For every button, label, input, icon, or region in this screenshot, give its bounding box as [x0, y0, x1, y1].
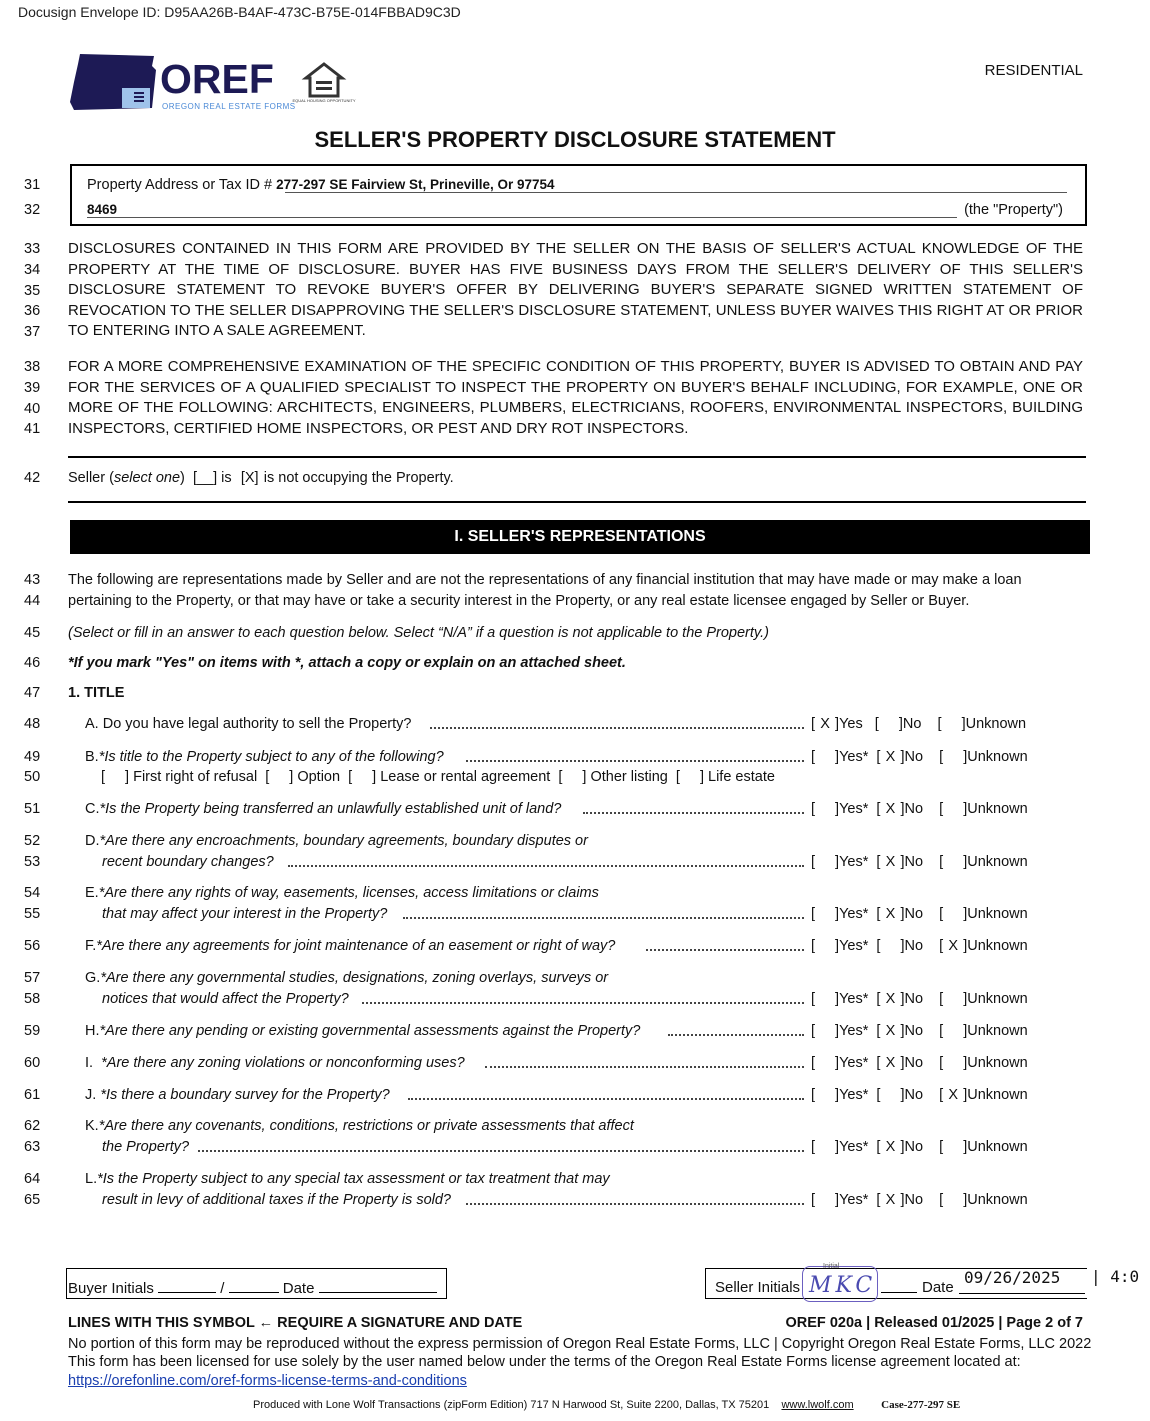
- line-number: 52: [24, 833, 41, 849]
- no-checkbox[interactable]: X: [885, 854, 896, 870]
- line-number: 37: [24, 324, 41, 340]
- unknown-label: Unknown: [967, 1087, 1028, 1103]
- answer-group: [ ]Yes* [ X ]No [ ]Unknown: [811, 854, 1028, 870]
- oref-logo: [70, 52, 360, 114]
- yes-label: Yes*: [839, 1087, 869, 1103]
- line-number: 58: [24, 991, 41, 1007]
- occupancy-is-label: is: [221, 470, 232, 486]
- line-number: 53: [24, 854, 41, 870]
- question-text: *Are there any covenants, conditions, restrictions or private assessments that affect: [98, 1118, 634, 1134]
- line-number: 60: [24, 1055, 41, 1071]
- license-link-text[interactable]: https://orefonline.com/oref-forms-license-terms-and-conditions: [68, 1373, 467, 1389]
- question-i: [85, 1055, 465, 1071]
- line-number: 57: [24, 970, 41, 986]
- leader-dots: [583, 812, 804, 814]
- question-text: *Is the Property being transferred an unlawfully established unit of land?: [99, 801, 562, 817]
- question-e-line2: that may affect your interest in the Property?: [102, 906, 388, 922]
- initials-separator: /: [220, 1280, 225, 1297]
- question-letter: J.: [85, 1087, 97, 1103]
- unknown-label: Unknown: [967, 1023, 1028, 1039]
- question-l: [85, 1171, 610, 1187]
- line-number: 43: [24, 572, 41, 588]
- logo-text: OREF: [160, 56, 274, 102]
- seller-initials-signature[interactable]: [802, 1263, 878, 1302]
- unknown-label: Unknown: [967, 1055, 1028, 1071]
- intro-line2: pertaining to the Property, or that may have or take a security interest in the Property, or any real estate licensee engaged by Seller or Buyer.: [68, 593, 970, 609]
- line-number: 50: [24, 769, 41, 785]
- question-letter: B.: [85, 749, 99, 765]
- unknown-label: Unknown: [967, 938, 1028, 954]
- answer-group: [ ]Yes* [ X ]No [ ]Unknown: [811, 1055, 1028, 1071]
- line-number: 62: [24, 1118, 41, 1134]
- form-type: RESIDENTIAL: [984, 62, 1083, 79]
- line-number: 45: [24, 625, 41, 641]
- yes-label: Yes*: [839, 749, 869, 765]
- seller-time-value: | 4:0: [1091, 1267, 1140, 1286]
- form-id: OREF 020a | Released 01/2025 | Page 2 of 7: [785, 1315, 1083, 1331]
- line-number: 39: [24, 380, 41, 396]
- yes-label: Yes*: [839, 1023, 869, 1039]
- license-link[interactable]: [68, 1373, 467, 1389]
- question-e: [85, 885, 599, 901]
- unknown-label: Unknown: [967, 801, 1028, 817]
- line-number: 49: [24, 749, 41, 765]
- answer-group: [ ]Yes* [ ]No [ X ]Unknown: [811, 938, 1028, 954]
- occupancy-is-not-checkbox[interactable]: [X]: [240, 470, 259, 486]
- property-line2-value[interactable]: 8469: [87, 202, 118, 217]
- question-letter: D.: [85, 833, 100, 849]
- line-number: 40: [24, 401, 41, 417]
- line-number: 33: [24, 241, 41, 257]
- buyer-initials-box: [66, 1268, 447, 1299]
- question-letter: A.: [85, 716, 99, 732]
- occupancy-select-one: select one: [113, 470, 181, 486]
- no-label: No: [904, 801, 924, 817]
- unknown-label: Unknown: [967, 906, 1028, 922]
- question-letter: L.: [85, 1171, 98, 1187]
- question-letter: C.: [85, 801, 100, 817]
- no-checkbox[interactable]: X: [885, 1139, 896, 1155]
- yes-label: Yes*: [839, 938, 869, 954]
- website-link[interactable]: www.lwolf.com: [781, 1399, 854, 1411]
- question-letter: E.: [85, 885, 99, 901]
- no-label: No: [904, 1023, 924, 1039]
- no-checkbox[interactable]: X: [885, 906, 896, 922]
- leader-dots: [485, 1066, 804, 1068]
- case-id: Case-277-297 SE: [881, 1399, 961, 1411]
- question-h: [85, 1023, 640, 1039]
- buyer-initials-field-2[interactable]: [229, 1279, 279, 1293]
- equal-housing-icon: [292, 62, 356, 108]
- unknown-label: Unknown: [965, 716, 1027, 732]
- question-f: [85, 938, 615, 954]
- line-number: 31: [24, 177, 41, 193]
- no-label: No: [904, 938, 924, 954]
- no-checkbox[interactable]: X: [885, 991, 896, 1007]
- question-text: *Are there any pending or existing governmental assessments against the Property?: [99, 1023, 641, 1039]
- seller-initials-value: MKC: [809, 1273, 877, 1298]
- envelope-id: Docusign Envelope ID: D95AA26B-B4AF-473C-B75E-014FBBAD9C3D: [18, 4, 461, 20]
- no-label: No: [904, 1139, 924, 1155]
- leader-dots: [466, 760, 804, 762]
- option-label: Life estate: [708, 769, 775, 785]
- occupancy-row: [68, 470, 454, 486]
- oregon-state-icon: [70, 52, 162, 112]
- answer-group: [ X ]Yes [ ]No [ ]Unknown: [811, 716, 1027, 732]
- question-b: [85, 749, 444, 765]
- answer-group: [ ]Yes* [ X ]No [ ]Unknown: [811, 801, 1028, 817]
- seller-initials-box: [705, 1263, 1087, 1299]
- section-title: I. SELLER'S REPRESENTATIONS: [70, 520, 1090, 554]
- occupancy-is-checkbox[interactable]: [__]: [192, 470, 218, 486]
- sub-options-b: [ ] First right of refusal [ ] Option [ ] Lease or rental agreement [ ] Other listing [ ] Life estate: [101, 769, 775, 785]
- seller-initials-underline: [881, 1292, 917, 1293]
- line-number: 55: [24, 906, 41, 922]
- answer-group: [ ]Yes* [ X ]No [ ]Unknown: [811, 906, 1028, 922]
- divider: [68, 501, 1086, 503]
- leader-dots: [430, 727, 804, 729]
- line-number: 48: [24, 716, 41, 732]
- question-text: *Is title to the Property subject to any of the following?: [98, 749, 444, 765]
- question-k-line2: the Property?: [102, 1139, 190, 1155]
- yes-checkbox[interactable]: X: [820, 716, 830, 732]
- property-address-row: [87, 177, 555, 193]
- property-address-value[interactable]: 277-297 SE Fairview St, Prineville, Or 97754: [276, 177, 555, 192]
- disclosure-paragraph: DISCLOSURES CONTAINED IN THIS FORM ARE PROVIDED BY THE SELLER ON THE BASIS OF SELLER'S ACTUAL KNOWLEDGE OF THE PROPERTY AT THE TIME OF DISCLOSURE. BUYER HAS FIVE BUSINESS DAYS FROM THE SELLER'S DELIVERY OF THIS SELLER'S DISCLOSURE STATEMENT TO REVOKE BUYER'S OFFER BY DELIVERING BUYER'S SEPARATE SIGNED WRITTEN STATEMENT OF REVOCATION TO THE SELLER DISAPPROVING THE SELLER'S DISCLOSURE STATEMENT, UNLESS BUYER WAIVES THIS RIGHT AT OR PRIOR TO ENTERING INTO A SALE AGREEMENT.: [68, 240, 1083, 339]
- no-label: No: [904, 749, 924, 765]
- question-letter: G.: [85, 970, 101, 986]
- line-number: 61: [24, 1087, 41, 1103]
- line-number: 65: [24, 1192, 41, 1208]
- question-text: *Are there any agreements for joint maintenance of an easement or right of way?: [96, 938, 616, 954]
- seller-initials-label: Seller Initials: [715, 1279, 801, 1296]
- line-number: 38: [24, 359, 41, 375]
- option-label: Lease or rental agreement: [380, 769, 551, 785]
- property-suffix: (the "Property"): [964, 202, 1063, 218]
- instructions: (Select or fill in an answer to each question below. Select “N/A” if a question is not applicable to the Property.): [68, 625, 769, 641]
- address-underline: [285, 192, 1067, 193]
- buyer-initials-label: Buyer Initials: [68, 1280, 154, 1297]
- no-label: No: [904, 906, 924, 922]
- no-label: No: [902, 716, 922, 732]
- yes-label: Yes*: [839, 991, 869, 1007]
- no-label: No: [904, 991, 924, 1007]
- line-number: 35: [24, 283, 41, 299]
- leader-dots: [288, 865, 804, 867]
- copyright-notice: No portion of this form may be reproduced without the express permission of Oregon Real Estate Forms, LLC | Copyright Oregon Real Estate Forms, LLC 2022: [68, 1336, 1092, 1352]
- line-number: 47: [24, 685, 41, 701]
- yes-label: Yes*: [839, 906, 869, 922]
- answer-group: [ ]Yes* [ X ]No [ ]Unknown: [811, 1139, 1028, 1155]
- line-number: 54: [24, 885, 41, 901]
- question-letter: F.: [85, 938, 97, 954]
- question-text: *Are there any zoning violations or nonconforming uses?: [101, 1055, 465, 1071]
- no-checkbox[interactable]: X: [885, 1023, 896, 1039]
- eho-text: EQUAL HOUSING OPPORTUNITY: [292, 98, 356, 103]
- yes-label: Yes*: [839, 1139, 869, 1155]
- leader-dots: [646, 949, 804, 951]
- no-label: No: [904, 854, 924, 870]
- answer-group: [ ]Yes* [ X ]No [ ]Unknown: [811, 1023, 1028, 1039]
- inspection-paragraph: FOR A MORE COMPREHENSIVE EXAMINATION OF THE SPECIFIC CONDITION OF THIS PROPERTY, BUYER IS ADVISED TO OBTAIN AND PAY FOR THE SERVICES OF A QUALIFIED SPECIALIST TO INSPECT THE PROPERTY ON BUYER'S BEHALF INCLUDING, FOR EXAMPLE, ONE OR MORE OF THE FOLLOWING: ARCHITECTS, ENGINEERS, PLUMBERS, ELECTRICIANS, ROOFERS, ENVIRONMENTAL INSPECTORS, BUILDING INSPECTORS, CERTIFIED HOME INSPECTORS, OR PEST AND DRY ROT INSPECTORS.: [68, 358, 1083, 437]
- line-number: 56: [24, 938, 41, 954]
- option-label: Option: [297, 769, 341, 785]
- divider: [68, 456, 1086, 458]
- no-label: No: [904, 1087, 924, 1103]
- line-number: 59: [24, 1023, 41, 1039]
- line-number: 34: [24, 262, 41, 278]
- unknown-label: Unknown: [967, 1192, 1028, 1208]
- yes-label: Yes*: [839, 1055, 869, 1071]
- unknown-label: Unknown: [967, 854, 1028, 870]
- question-letter: I.: [85, 1055, 94, 1071]
- yes-label: Yes*: [839, 854, 869, 870]
- question-text: Do you have legal authority to sell the Property?: [102, 716, 412, 732]
- question-d: [85, 833, 588, 849]
- line-number: 32: [24, 202, 41, 218]
- leader-dots: [403, 917, 804, 919]
- answer-group: [ ]Yes* [ ]No [ X ]Unknown: [811, 1087, 1028, 1103]
- initial-tag: Initial: [823, 1263, 840, 1270]
- yes-label: Yes*: [839, 801, 869, 817]
- question-g: [85, 970, 608, 986]
- leader-dots: [198, 1150, 804, 1152]
- question-text: *Are there any rights of way, easements, licenses, access limitations or claims: [98, 885, 599, 901]
- signature-symbol-note: LINES WITH THIS SYMBOL ← REQUIRE A SIGNATURE AND DATE: [68, 1315, 523, 1331]
- line-number: 42: [24, 470, 41, 486]
- seller-date-value[interactable]: 09/26/2025: [959, 1267, 1085, 1294]
- line-number: 51: [24, 801, 41, 817]
- question-a: [85, 716, 411, 732]
- property-address-box: [70, 164, 1087, 226]
- occupancy-suffix: ): [180, 470, 185, 486]
- yes-label: Yes: [839, 716, 863, 732]
- intro-line1: The following are representations made by Seller and are not the representations of any financial institution that may have made or may make a loan: [68, 572, 1022, 588]
- question-g-line2: notices that would affect the Property?: [102, 991, 349, 1007]
- no-checkbox[interactable]: X: [885, 1192, 896, 1208]
- no-label: No: [904, 1192, 924, 1208]
- seller-date-label: Date: [922, 1279, 954, 1296]
- buyer-date-field[interactable]: [319, 1279, 437, 1293]
- line-number: 36: [24, 303, 41, 319]
- option-label: First right of refusal: [133, 769, 258, 785]
- no-checkbox[interactable]: X: [885, 1055, 896, 1071]
- no-checkbox[interactable]: X: [885, 801, 896, 817]
- answer-group: [ ]Yes* [ X ]No [ ]Unknown: [811, 1192, 1028, 1208]
- line-number: 41: [24, 421, 41, 437]
- question-j: [85, 1087, 390, 1103]
- line-number: 44: [24, 593, 41, 609]
- produced-by-line: [253, 1399, 960, 1411]
- title-heading: 1. TITLE: [68, 685, 125, 701]
- license-notice: This form has been licensed for use solely by the user named below under the terms of the Oregon Real Estate Forms license agreement located at:: [68, 1354, 1021, 1370]
- question-text: *Are there any governmental studies, designations, zoning overlays, surveys or: [100, 970, 609, 986]
- unknown-label: Unknown: [967, 991, 1028, 1007]
- unknown-checkbox[interactable]: X: [948, 938, 959, 954]
- leader-dots: [362, 1002, 804, 1004]
- unknown-label: Unknown: [967, 1139, 1028, 1155]
- question-text: *Are there any encroachments, boundary agreements, boundary disputes or: [99, 833, 588, 849]
- buyer-date-label: Date: [282, 1280, 315, 1297]
- question-k: [85, 1118, 634, 1134]
- leader-dots: [466, 1203, 804, 1205]
- question-letter: H.: [85, 1023, 100, 1039]
- buyer-initials-field-1[interactable]: [158, 1279, 216, 1293]
- occupancy-prefix: Seller (: [68, 470, 114, 486]
- question-d-line2: recent boundary changes?: [102, 854, 274, 870]
- page-title: SELLER'S PROPERTY DISCLOSURE STATEMENT: [314, 127, 836, 152]
- line-number: 64: [24, 1171, 41, 1187]
- question-l-line2: result in levy of additional taxes if the Property is sold?: [102, 1192, 451, 1208]
- yes-note: *If you mark "Yes" on items with *, attach a copy or explain on an attached sheet.: [68, 655, 626, 671]
- unknown-checkbox[interactable]: X: [948, 1087, 959, 1103]
- question-letter: K.: [85, 1118, 99, 1134]
- no-checkbox[interactable]: X: [885, 749, 896, 765]
- line2-underline: [87, 217, 957, 218]
- unknown-label: Unknown: [967, 749, 1028, 765]
- option-label: Other listing: [590, 769, 668, 785]
- line-number: 46: [24, 655, 41, 671]
- answer-group: [ ]Yes* [ X ]No [ ]Unknown: [811, 749, 1028, 765]
- occupancy-is-not-label: is not occupying the Property.: [263, 470, 454, 486]
- yes-label: Yes*: [839, 1192, 869, 1208]
- answer-group: [ ]Yes* [ X ]No [ ]Unknown: [811, 991, 1028, 1007]
- logo-subtitle: OREGON REAL ESTATE FORMS: [162, 102, 296, 111]
- leader-dots: [668, 1034, 804, 1036]
- property-address-label: Property Address or Tax ID #: [87, 177, 273, 193]
- question-c: [85, 801, 561, 817]
- question-text: *Is the Property subject to any special tax assessment or tax treatment that may: [97, 1171, 610, 1187]
- no-label: No: [904, 1055, 924, 1071]
- question-text: *Is there a boundary survey for the Property?: [100, 1087, 390, 1103]
- leader-dots: [408, 1098, 804, 1100]
- line-number: 63: [24, 1139, 41, 1155]
- produced-by-text: Produced with Lone Wolf Transactions (zipForm Edition) 717 N Harwood St, Suite 2200, Dallas, TX 75201: [253, 1399, 770, 1411]
